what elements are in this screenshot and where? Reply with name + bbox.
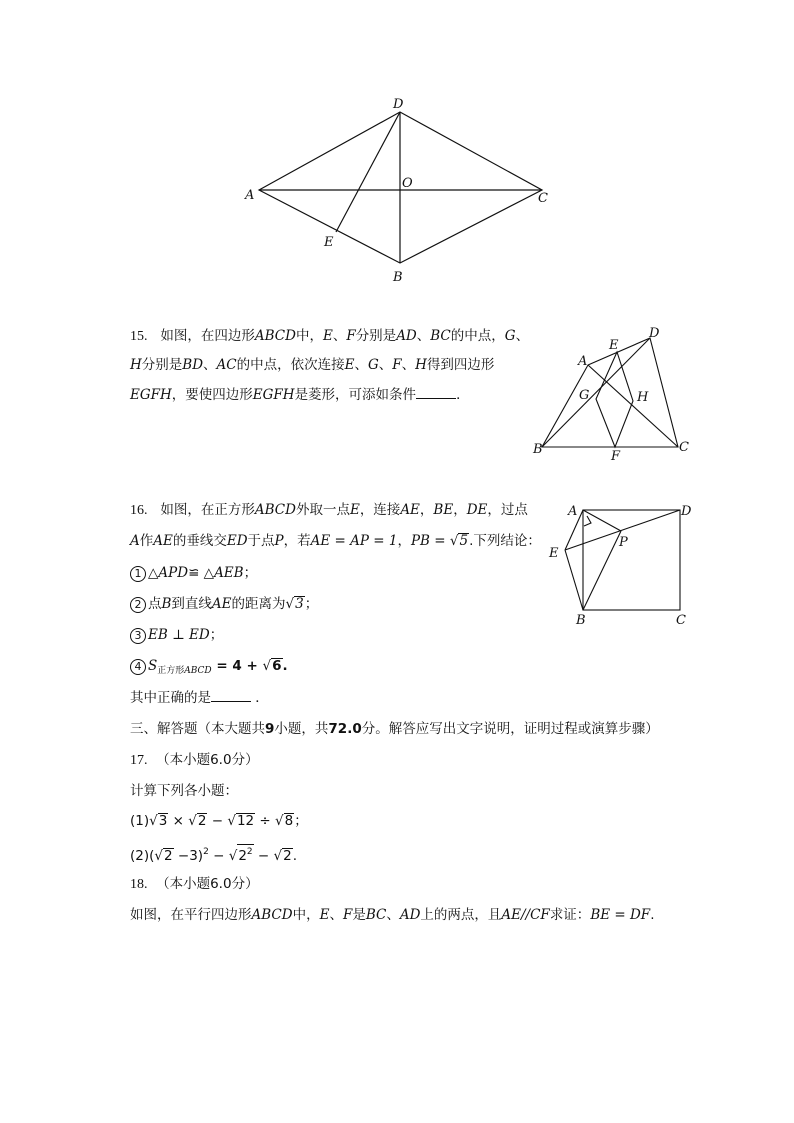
- subscript: ABCD: [184, 666, 212, 676]
- math: .: [282, 658, 288, 674]
- math: 2: [283, 848, 292, 864]
- question-number: 15.: [130, 329, 148, 344]
- math: AE = AP = 1: [310, 533, 398, 549]
- math: 12: [236, 813, 255, 829]
- text: ；: [243, 565, 258, 581]
- text: 计算下列各小题：: [130, 783, 238, 799]
- text: 、: [386, 907, 400, 923]
- math: S: [148, 658, 158, 674]
- text: ；: [294, 813, 308, 829]
- text: 三、解答题（本大题共: [130, 721, 265, 737]
- quadrilateral-figure: [528, 325, 698, 465]
- text: ．: [456, 387, 470, 403]
- text: 、: [401, 357, 416, 373]
- label-b: B: [576, 613, 586, 628]
- text: .: [292, 848, 298, 864]
- q15-line-2: [130, 355, 494, 375]
- superscript: 2: [203, 847, 209, 857]
- math: BC: [430, 328, 451, 344]
- math: AE: [211, 596, 232, 612]
- label-g: G: [579, 388, 590, 403]
- text: 上的两点，且: [420, 907, 502, 923]
- text: 9: [265, 721, 275, 737]
- math: AE: [153, 533, 173, 549]
- math: F: [346, 328, 356, 344]
- math: BE: [433, 502, 454, 518]
- text: ≌ △: [188, 565, 215, 581]
- text: ，: [453, 502, 467, 518]
- math: EGFH: [252, 387, 295, 403]
- label-a: A: [568, 504, 578, 519]
- math: BE = DF: [590, 907, 651, 923]
- q18-header: [130, 874, 259, 895]
- text: 、: [203, 357, 217, 373]
- math: ×: [168, 813, 189, 829]
- question-number: 16.: [130, 503, 148, 518]
- label-d: D: [681, 504, 692, 519]
- label-f: F: [611, 449, 621, 464]
- label-o: O: [402, 176, 413, 191]
- math: A: [130, 533, 140, 549]
- text: 、: [515, 328, 530, 344]
- text: 点: [148, 596, 162, 612]
- text: .: [650, 907, 655, 923]
- text: 到直线: [171, 596, 212, 612]
- text: 小题，共: [274, 721, 329, 737]
- text: 的中点，: [450, 328, 505, 344]
- text: ；: [304, 596, 319, 612]
- math: EB ⊥ ED: [148, 627, 210, 643]
- math: F: [342, 907, 353, 923]
- math: G: [367, 357, 379, 373]
- math: 2: [238, 848, 247, 864]
- text: 、: [354, 357, 368, 373]
- math: E: [322, 328, 333, 344]
- label-p: P: [619, 535, 628, 550]
- math: −: [253, 848, 274, 864]
- math: 5: [459, 533, 469, 549]
- text: 分别是: [141, 357, 183, 373]
- text: 求证：: [549, 907, 591, 923]
- q18-text: [130, 905, 654, 925]
- math: AD: [396, 328, 417, 344]
- math: = 4 +: [211, 658, 263, 674]
- text: ．: [255, 690, 269, 706]
- text: (2)(: [130, 848, 155, 864]
- math: PB =: [410, 533, 450, 549]
- math: 3: [295, 596, 304, 612]
- math: E: [349, 502, 360, 518]
- math: ABCD: [251, 907, 293, 923]
- text: 分。解答应写出文字说明，证明过程或演算步骤）: [361, 721, 659, 737]
- math: AE//CF: [501, 907, 550, 923]
- q17-header: [130, 750, 259, 771]
- superscript: 2: [246, 847, 253, 857]
- text: 分别是: [355, 328, 397, 344]
- text: 如图，在平行四边形: [130, 907, 252, 923]
- q16-answer-line: [130, 688, 269, 708]
- text: 72.0: [328, 721, 362, 737]
- answer-blank: [416, 386, 456, 399]
- label-a: A: [245, 188, 255, 203]
- text: ，连接: [359, 502, 401, 518]
- label-e: E: [549, 546, 559, 561]
- text: 是: [352, 907, 366, 923]
- square-figure: [545, 500, 695, 630]
- math: BC: [365, 907, 387, 923]
- label-b: B: [393, 270, 403, 285]
- text: 如图，在四边形: [160, 328, 255, 344]
- text: 、: [416, 328, 431, 344]
- math: AC: [216, 357, 237, 373]
- text: ，若: [283, 533, 311, 549]
- math: 3: [158, 813, 168, 829]
- text: 、: [329, 907, 343, 923]
- text: 、: [332, 328, 347, 344]
- text: 的垂线交: [172, 533, 227, 549]
- math: 8: [284, 813, 294, 829]
- math: ÷: [255, 813, 276, 829]
- circled-number: 1: [130, 566, 146, 582]
- math: F: [392, 357, 402, 373]
- q16-conclusion-3: [130, 625, 223, 645]
- score: （本小题6.0分）: [156, 752, 259, 768]
- q15-line-1: [130, 326, 529, 347]
- math: −3): [173, 848, 204, 864]
- label-c: C: [538, 191, 548, 206]
- math: ED: [226, 533, 248, 549]
- text: ，要使四边形: [171, 387, 253, 403]
- q16-conclusion-1: [130, 563, 257, 583]
- text: ，过点: [487, 502, 528, 518]
- math: EGFH: [130, 387, 172, 403]
- math: E: [319, 907, 330, 923]
- math: P: [274, 533, 284, 549]
- q16-line-2: A作AE的垂线交ED于点P，若AE = AP = 1，PB = √5.下列结论：: [130, 533, 541, 549]
- text: 中，: [292, 907, 320, 923]
- label-a: A: [578, 354, 588, 369]
- rhombus-figure: [240, 95, 560, 290]
- question-number: 18.: [130, 877, 148, 892]
- question-number: 17.: [130, 753, 148, 768]
- math: AEB: [214, 565, 244, 581]
- text: (1): [130, 813, 150, 829]
- label-d: D: [649, 326, 660, 341]
- math: 2: [197, 813, 207, 829]
- math: H: [415, 357, 427, 373]
- math: E: [344, 357, 355, 373]
- math: −: [208, 848, 229, 864]
- text: 的距离为: [231, 596, 286, 612]
- math: APD: [158, 565, 189, 581]
- label-e: E: [324, 235, 334, 250]
- q16-conclusion-4: 4 $S_{正方形ABCD} = 4 + √6$.: [130, 656, 288, 681]
- q16-line-1: [130, 500, 528, 521]
- math: ABCD: [254, 328, 296, 344]
- math: ABCD: [254, 502, 296, 518]
- text: 如图，在正方形: [160, 502, 255, 518]
- label-b: B: [533, 442, 543, 457]
- text: 的中点，依次连接: [236, 357, 345, 373]
- math: G: [504, 328, 516, 344]
- score: （本小题6.0分）: [156, 876, 259, 892]
- text: 作: [139, 533, 154, 549]
- circled-number: 2: [130, 597, 146, 613]
- math: 2: [164, 848, 173, 864]
- text: 外取一点: [295, 502, 350, 518]
- q17-part-1: (1)√3 × √2 − √12 ÷ √8；: [130, 813, 308, 829]
- text: 是菱形，可添如条件: [294, 387, 417, 403]
- q17-prompt: [130, 781, 238, 801]
- text: 得到四边形: [426, 357, 495, 373]
- q15-line-3: [130, 385, 470, 405]
- label-c: C: [679, 440, 689, 455]
- text: ，: [419, 502, 434, 518]
- math: BD: [182, 357, 204, 373]
- circled-number: 4: [130, 659, 146, 675]
- label-e: E: [609, 338, 619, 353]
- math: −: [207, 813, 228, 829]
- answer-blank: [211, 689, 251, 702]
- subscript: 正方形: [157, 666, 185, 676]
- q16-conclusion-2: 2 点B到直线AE的距离为√3；: [130, 594, 318, 614]
- label-d: D: [393, 97, 404, 112]
- text: 、: [378, 357, 393, 373]
- text: ，: [397, 533, 411, 549]
- math: AE: [400, 502, 420, 518]
- text: 中，: [295, 328, 323, 344]
- text: △: [148, 565, 159, 581]
- text: ；: [209, 627, 224, 643]
- math: DE: [466, 502, 488, 518]
- math: AD: [399, 907, 421, 923]
- section-3-heading: [130, 719, 659, 739]
- text: .下列结论：: [469, 533, 541, 549]
- math: 6: [272, 658, 282, 674]
- text: 其中正确的是: [130, 690, 211, 706]
- label-c: C: [676, 613, 686, 628]
- circled-number: 3: [130, 628, 146, 644]
- text: 于点: [247, 533, 275, 549]
- math: H: [130, 357, 142, 373]
- q17-part-2: $(2)(√2 -3)^2 - √2^2 - √2$.: [130, 842, 297, 866]
- label-h: H: [637, 390, 649, 405]
- math: B: [161, 596, 172, 612]
